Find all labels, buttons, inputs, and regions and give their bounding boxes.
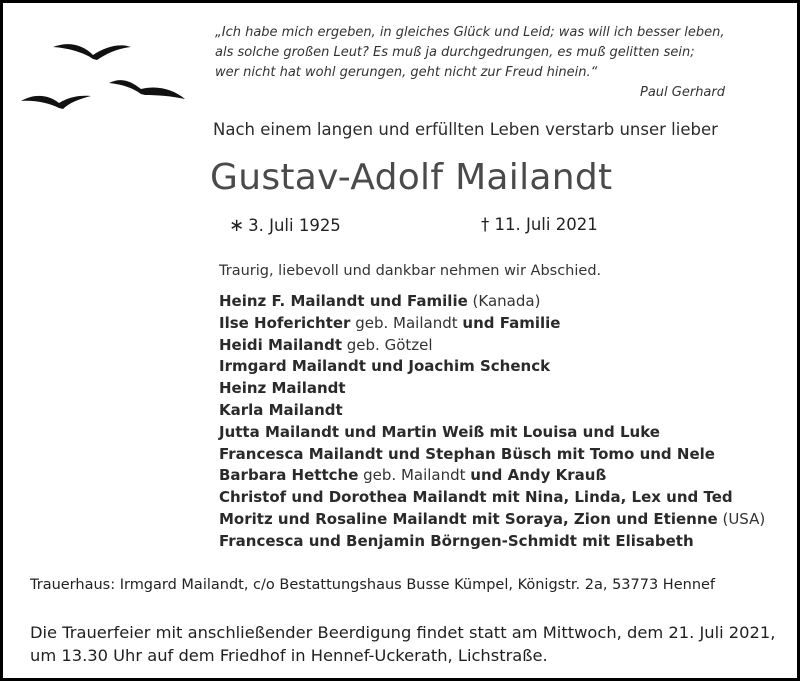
mourner-name: und Familie [462, 313, 561, 332]
mourners-list [219, 291, 765, 553]
mourner-note: geb. Mailandt [358, 466, 471, 485]
mourner-entry [219, 335, 765, 357]
flying-birds-icon [17, 39, 197, 115]
mourner-entry [219, 356, 765, 378]
death-date [481, 215, 598, 234]
farewell-text: Traurig, liebevoll und dankbar nehmen wir Abschied. [219, 263, 602, 279]
mourner-name: Ilse Hoferichter [219, 313, 351, 332]
quote-line: wer nicht hat wohl gerungen, geht nicht zur Freud hinein.“ [215, 65, 598, 80]
poem-quote [215, 23, 725, 103]
mourner-entry [219, 422, 765, 444]
mourner-entry [219, 378, 765, 400]
bird-right [109, 80, 185, 99]
birth-star-icon: ∗ [229, 215, 245, 236]
mourner-note: geb. Mailandt [350, 313, 463, 332]
mourner-entry [219, 444, 765, 466]
mourner-note: (USA) [717, 509, 766, 528]
intro-text: Nach einem langen und erfüllten Leben verstarb unser lieber [213, 120, 718, 139]
birth-date [229, 215, 341, 236]
quote-line: als solche großen Leut? Es muß ja durchgedrungen, es muß gelitten sein; [215, 45, 695, 60]
mourner-name: Heidi Mailandt [219, 335, 343, 354]
quote-line: „Ich habe mich ergeben, in gleiches Glück und Leid; was will ich besser leben, [215, 25, 725, 40]
death-date-text: 11. Juli 2021 [494, 215, 598, 234]
mourner-entry [219, 487, 765, 509]
service-line: um 13.30 Uhr auf dem Friedhof in Hennef-Uckerath, Lichstraße. [30, 646, 548, 665]
mourner-name: Irmgard Mailandt und Joachim Schenck [219, 357, 551, 376]
mourner-entry [219, 509, 765, 531]
quote-author: Paul Gerhard [639, 85, 725, 100]
mourner-name: Francesca und Benjamin Börngen-Schmidt mit Elisabeth [219, 531, 694, 550]
mourner-name: Barbara Hettche [219, 466, 359, 485]
service-line: Die Trauerfeier mit anschließender Beerdigung findet statt am Mittwoch, dem 21. Juli 2021, [30, 623, 776, 642]
mourner-name: Heinz F. Mailandt und Familie [219, 292, 468, 310]
bird-left [21, 96, 91, 109]
mourner-entry [219, 400, 765, 422]
mourner-name: Jutta Mailandt und Martin Weiß mit Louisa und Luke [219, 422, 660, 441]
birth-date-text: 3. Juli 1925 [248, 216, 341, 235]
mourner-entry [219, 531, 765, 553]
mourner-name: Christof und Dorothea Mailandt mit Nina, Linda, Lex und Ted [219, 488, 733, 507]
mourner-name: und Andy Krauß [470, 466, 607, 485]
mourning-house-address: Trauerhaus: Irmgard Mailandt, c/o Bestattungshaus Busse Kümpel, Königstr. 2a, 53773 Hennef [30, 577, 716, 593]
mourner-name: Heinz Mailandt [219, 379, 346, 398]
deceased-name: Gustav-Adolf Mailandt [210, 157, 613, 198]
mourner-name: Karla Mailandt [219, 400, 343, 419]
mourner-entry [219, 291, 765, 313]
mourner-entry [219, 313, 765, 335]
mourner-note: (Kanada) [467, 292, 541, 310]
mourner-entry [219, 465, 765, 487]
death-cross-icon: † [481, 215, 490, 234]
bird-top [53, 44, 131, 60]
mourner-name: Francesca Mailandt und Stephan Büsch mit Tomo und Nele [219, 444, 715, 463]
mourner-note: geb. Götzel [342, 335, 433, 354]
funeral-service-info [30, 621, 790, 667]
mourner-name: Moritz und Rosaline Mailandt mit Soraya, Zion und Etienne [219, 509, 718, 528]
